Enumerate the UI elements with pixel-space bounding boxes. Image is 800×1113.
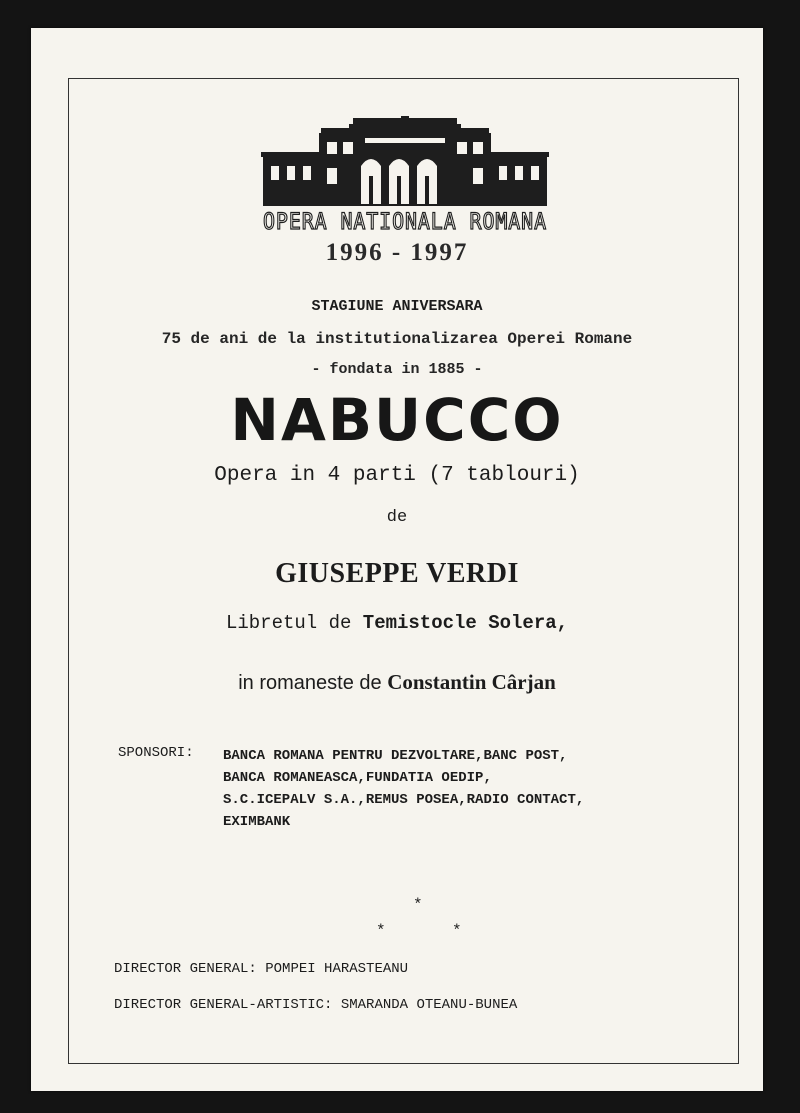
libretto-credit [31,612,763,634]
sponsor-line: S.C.ICEPALV S.A.,REMUS POSEA,RADIO CONTACT, [223,792,585,808]
by-label: de [386,508,408,527]
season-years: 1996 - 1997 [325,239,469,266]
director-role: DIRECTOR GENERAL: [114,961,257,977]
opera-subtitle: Opera in 4 parti (7 tablouri) [214,464,580,487]
season-heading: STAGIUNE ANIVERSARA [311,298,483,315]
director-name: POMPEI HARASTEANU [265,961,409,977]
librettist-name: Temistocle Solera, [362,612,569,634]
translation-credit [31,670,763,695]
translator-name: Constantin Cârjan [387,670,556,694]
director-general [114,961,408,977]
opera-title: NABUCCO [230,386,564,454]
asterisk-ornament: * [452,922,462,940]
opera-house-logo [261,116,549,232]
composer-name: GIUSEPPE VERDI [275,558,519,589]
translation-prefix: in romaneste de [238,672,382,694]
founded-line: - fondata in 1885 - [311,361,483,378]
sponsor-line: BANCA ROMANEASCA,FUNDATIA OEDIP, [223,770,492,786]
sponsors-label: SPONSORI: [118,745,194,761]
program-page [31,28,763,1091]
sponsors-list [223,745,584,833]
sponsor-line: EXIMBANK [223,814,291,830]
libretto-prefix: Libretul de [225,612,352,634]
asterisk-ornament: * [413,896,423,914]
director-general-artistic [114,997,517,1013]
anniversary-line: 75 de ani de la institutionalizarea Operei Romane [161,330,633,348]
director-role: DIRECTOR GENERAL-ARTISTIC: [114,997,333,1013]
sponsor-line: BANCA ROMANA PENTRU DEZVOLTARE,BANC POST, [223,748,568,764]
logo-caption: OPERA NATIONALA ROMANA [263,210,547,232]
asterisk-ornament: * [376,922,386,940]
director-name: SMARANDA OTEANU-BUNEA [340,997,518,1013]
